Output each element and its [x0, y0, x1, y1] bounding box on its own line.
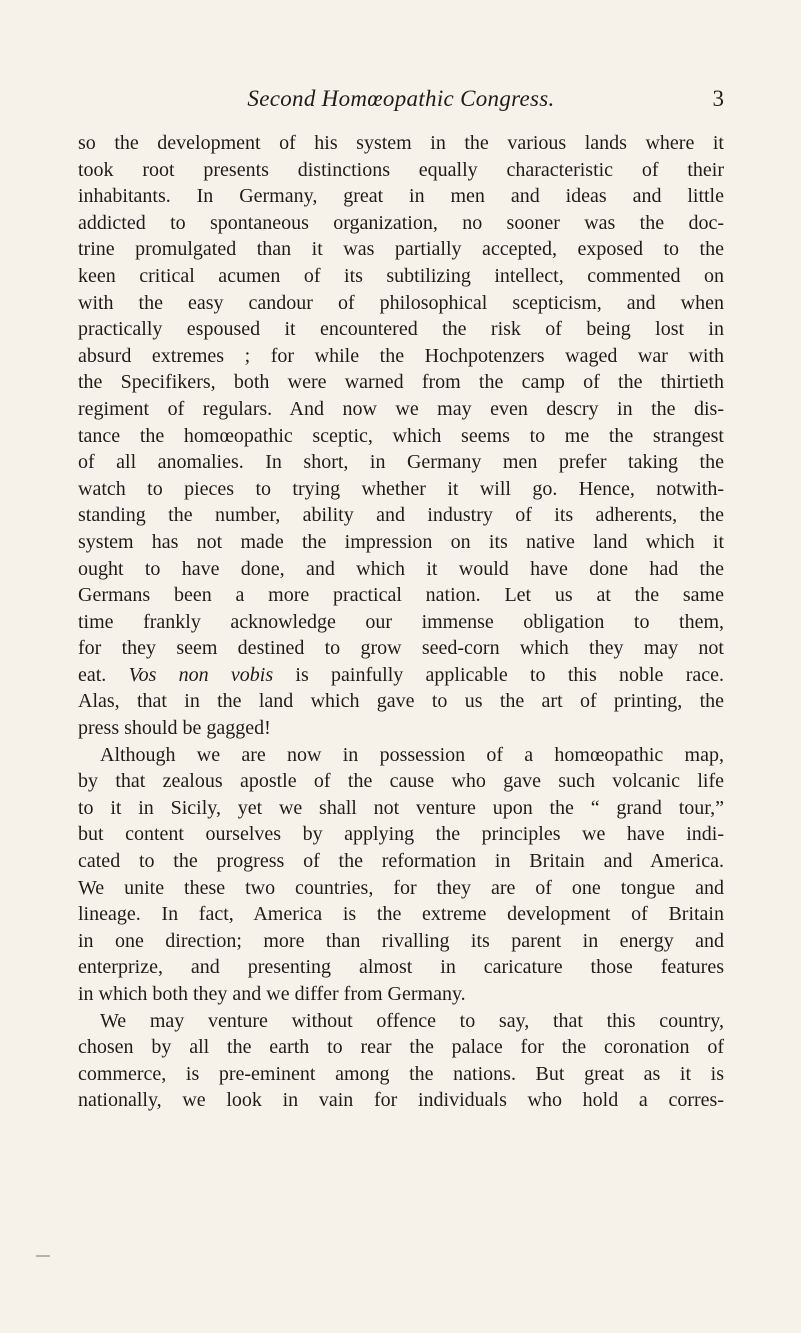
text-line-paragraph-start: Although we are now in possession of a homœopathic map, — [100, 743, 724, 766]
text-line: Germans been a more practical nation. Let us at the same — [78, 584, 724, 607]
text-line: practically espoused it encountered the risk of being lost in — [78, 318, 724, 341]
text-line: of all anomalies. In short, in Germany men prefer taking the — [78, 451, 724, 474]
text-line: Alas, that in the land which gave to us the art of printing, the — [78, 690, 724, 713]
text-line: in one direction; more than rivalling its parent in energy and — [78, 929, 724, 952]
text-line: the Specifikers, both were warned from the camp of the thirtieth — [78, 371, 724, 394]
text-line: tance the homœopathic sceptic, which seems to me the strangest — [78, 424, 724, 447]
text-line: trine promulgated than it was partially accepted, exposed to the — [78, 238, 724, 261]
text-line: so the development of his system in the various lands where it — [78, 132, 724, 154]
text-line: keen critical acumen of its subtilizing intellect, commented on — [78, 264, 724, 287]
text-line: commerce, is pre-eminent among the nations. But great as it is — [78, 1062, 724, 1085]
text-line: lineage. In fact, America is the extreme development of Britain — [78, 903, 724, 926]
text-line: enterprize, and presenting almost in caricature those features — [78, 956, 724, 979]
text-line: addicted to spontaneous organization, no sooner was the doc- — [78, 211, 724, 234]
text-line: watch to pieces to trying whether it will go. Hence, notwith- — [78, 477, 724, 500]
text-line: with the easy candour of philosophical scepticism, and when — [78, 291, 724, 314]
text-line-with-italic — [78, 662, 724, 689]
text-run: eat. — [78, 663, 129, 686]
text-line: We unite these two countries, for they are of one tongue and — [78, 876, 724, 899]
text-line: system has not made the impression on its native land which it — [78, 530, 724, 553]
text-line: inhabitants. In Germany, great in men and ideas and little — [78, 185, 724, 208]
text-line-paragraph-end: press should be gagged! — [78, 717, 271, 740]
text-line: regiment of regulars. And now we may even descry in the dis- — [78, 397, 724, 420]
italic-phrase: Vos non vobis — [128, 663, 274, 686]
body-text — [78, 130, 724, 1114]
text-line: time frankly acknowledge our immense obligation to them, — [78, 610, 724, 633]
text-line: to it in Sicily, yet we shall not venture upon the “ grand tour,” — [78, 796, 724, 819]
text-line: absurd extremes ; for while the Hochpotenzers waged war with — [78, 344, 724, 367]
text-line: took root presents distinctions equally characteristic of their — [78, 158, 724, 181]
text-line-paragraph-start: We may venture without offence to say, that this country, — [100, 1009, 724, 1032]
text-line: nationally, we look in vain for individuals who hold a corres- — [78, 1089, 724, 1112]
text-line: by that zealous apostle of the cause who gave such volcanic life — [78, 770, 724, 793]
text-line: chosen by all the earth to rear the palace for the coronation of — [78, 1036, 724, 1059]
text-line: ought to have done, and which it would have done had the — [78, 557, 724, 580]
text-run: is painfully applicable to this noble race. — [273, 663, 725, 686]
text-line-paragraph-end: in which both they and we differ from Germany. — [78, 983, 466, 1005]
text-line: cated to the progress of the reformation in Britain and America. — [78, 850, 724, 873]
page-number: 3 — [712, 86, 724, 111]
text-line: for they seem destined to grow seed-corn which they may not — [78, 637, 724, 660]
text-line: standing the number, ability and industry of its adherents, the — [78, 504, 724, 527]
text-line: but content ourselves by applying the principles we have indi- — [78, 823, 724, 846]
running-title: Second Homœopathic Congress. — [247, 86, 555, 111]
running-head — [78, 86, 724, 116]
margin-mark — [36, 1255, 50, 1257]
